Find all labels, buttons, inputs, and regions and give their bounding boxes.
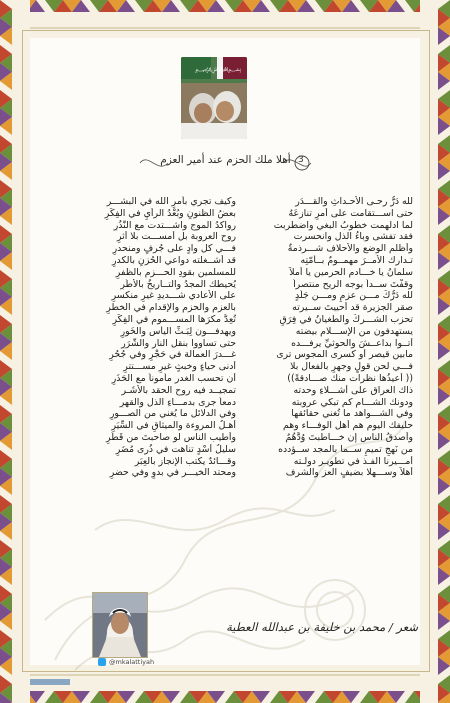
king-and-emir-photo [181,57,247,139]
verse-line: وكيف تجري بأمرِ الله في البشـــر [106,196,236,207]
verse-line: تمجيــد فيه روح الحقد بالأشَـر [121,384,236,396]
verse-line: أدنى حياءٍ وخبثٍ غيرِ مســـتترِ [123,361,236,373]
verse-line: دمعاً جرى بدمـــاءِ الذل والقهرِ [119,396,236,408]
title-ornament-number: 3 [298,155,304,165]
twitter-handle: @mkalattiyah [109,658,155,666]
verse-line: من نَهجِ تميمٍ ســما بالمجد ســؤدده [278,443,413,455]
verse-line: فـــي كل وادٍ على جُرفٍ ومنحدرِ [112,243,236,255]
verse-line: روح العروبة بل أمســـت بلا أثرِ [116,231,236,243]
verse-line: ودونك الشـــام كم تبكي عروبته [291,396,413,408]
verse-line: تـدارك الأمــرَ مهمــومٌ بــأمّتِه [300,254,413,266]
verse-line: رواكدُ الموجِ واشـــتدت مع النُّذُرِ [113,219,236,231]
verse-line: وفي الدلائل ما يُغني من الصـــورِ [109,408,236,420]
verse-line: وقفْتَ ســداً بوجه الريح منتصراً [293,278,413,290]
verse-line: وأظلم الوضع والأحلاف شـــرذمةٌ [287,243,413,255]
verse-line: تحزب الشـــركُ والطغيانُ في فِرَقٍ [279,313,413,325]
verse-line: أمـــيرنا الفـذ في تطويـر دولـته [293,455,413,467]
verse-line: ويهدفـــون لِبَـثِّ اليأس والخَورِ [120,325,236,337]
verse-line: لله دَرُّكَ مـــن عزمٍ ومـــن جَلَدٍ [294,290,413,302]
verse-line: أهلاً وســـهلا بضيفٍ العز والشرف [285,467,413,479]
verse-line: (( أعيذُها نظرات منك صـــادقةً)) [287,372,413,384]
verse-line: صقر الجزيرة قد أحييتَ ســيرته [292,302,413,314]
poem-left-column [66,196,236,479]
poem-title-banner [138,150,313,176]
verse-line: سلمانُ يا خـــادم الحرمين يا أملاً [289,266,413,278]
verse-line: سليلُ أُسْدٍ تناهت في ذُرى مُضَرِ [115,443,236,455]
verse-line: على الأعادي شـــديدِ غيرِ منكسرِ [111,290,236,302]
verse-line: قد أشــغلته دواعي الحُزنِ بالكدرِ [112,254,236,266]
verse-line: بالعزم والحزم والإقدام في الخطرِ [106,302,236,314]
verse-line: للمسلمين بقودِ الحـــزم بالظفرِ [115,266,236,278]
verse-line: تُعِدُّ مكرَها المســـموم في الفِكَرِ [112,313,236,325]
twitter-handle-row [98,657,154,667]
verse-line: مابين قيصر أو كسرى المجوس ترى [276,349,413,361]
verse-line: حليفك اليوم هم أهل الوفـــاء وهم [282,420,413,432]
verse-line: حتى اســـتقامت على أمرٍ تنازعَهُ [288,207,413,219]
verse-line: فـــي لحن قولٍ وجهرٍ بالفعال بلا [290,361,413,373]
verse-line: بعضُ الظنونِ وبُعْدُ الرأيِ في الفِكَرِ [104,207,236,219]
verse-line: يُحيطك المجدُ والتــاريخُ بالأُطُرِ [120,278,236,290]
verse-line: حتى تساووا بنقل النار والشَّرَرِ [121,337,236,349]
poem-title: أهلا ملك الحزم عند أمير العزم [160,154,291,166]
verse-line: وقـــائدٌ يكتب الإنجاز بالعِبَرِ [134,455,236,467]
author-signature: شعر / محمد بن خليفة بن عبدالله العطية [226,620,418,634]
poem-right-column [243,196,413,479]
verse-line: يستهدفون من الإســـلام بيضته [295,325,413,337]
verse-line: أتــوا بداعــشَ والحوثيِّ يرفـــده [291,337,413,349]
verse-line: غـــدرَ العمالة في حَجْرٍ وفي جُحُرِ [109,349,236,361]
verse-line: أهـلُ المروءة والميثاقِ في السِّيَرِ [111,420,236,432]
svg-text:﷽: ﷽ [195,66,242,73]
verse-line: ذاك العراق على أشـــلاءِ وحدته [293,384,413,396]
verse-line: ومحتد الخيـــر في بدوٍ وفي حضرِ [109,467,236,479]
verse-line: فقد تفشى وباءُ الذل وانحسرت [293,231,413,243]
verse-line: لما ادلهمت خطوبُ البغي واضطربت [273,219,413,231]
verse-line: وفي الشـــواهد ما تُغني حقائقها [291,408,413,420]
verse-line: لله دَرُّ رحـى الأحـداثِ والقـــدَر [295,196,413,207]
twitter-icon [98,658,106,666]
author-portrait [92,592,148,658]
verse-line: وأصدقُ الناس إن خـــاطبتَ وُدَّهُمُ [285,431,413,443]
verse-line: وأطيب الناس لو صاحبتَ من قَطَرِ [106,431,236,443]
verse-line: أن تحسب الغدر مأموناً مع الحَذَرِ [111,372,236,384]
